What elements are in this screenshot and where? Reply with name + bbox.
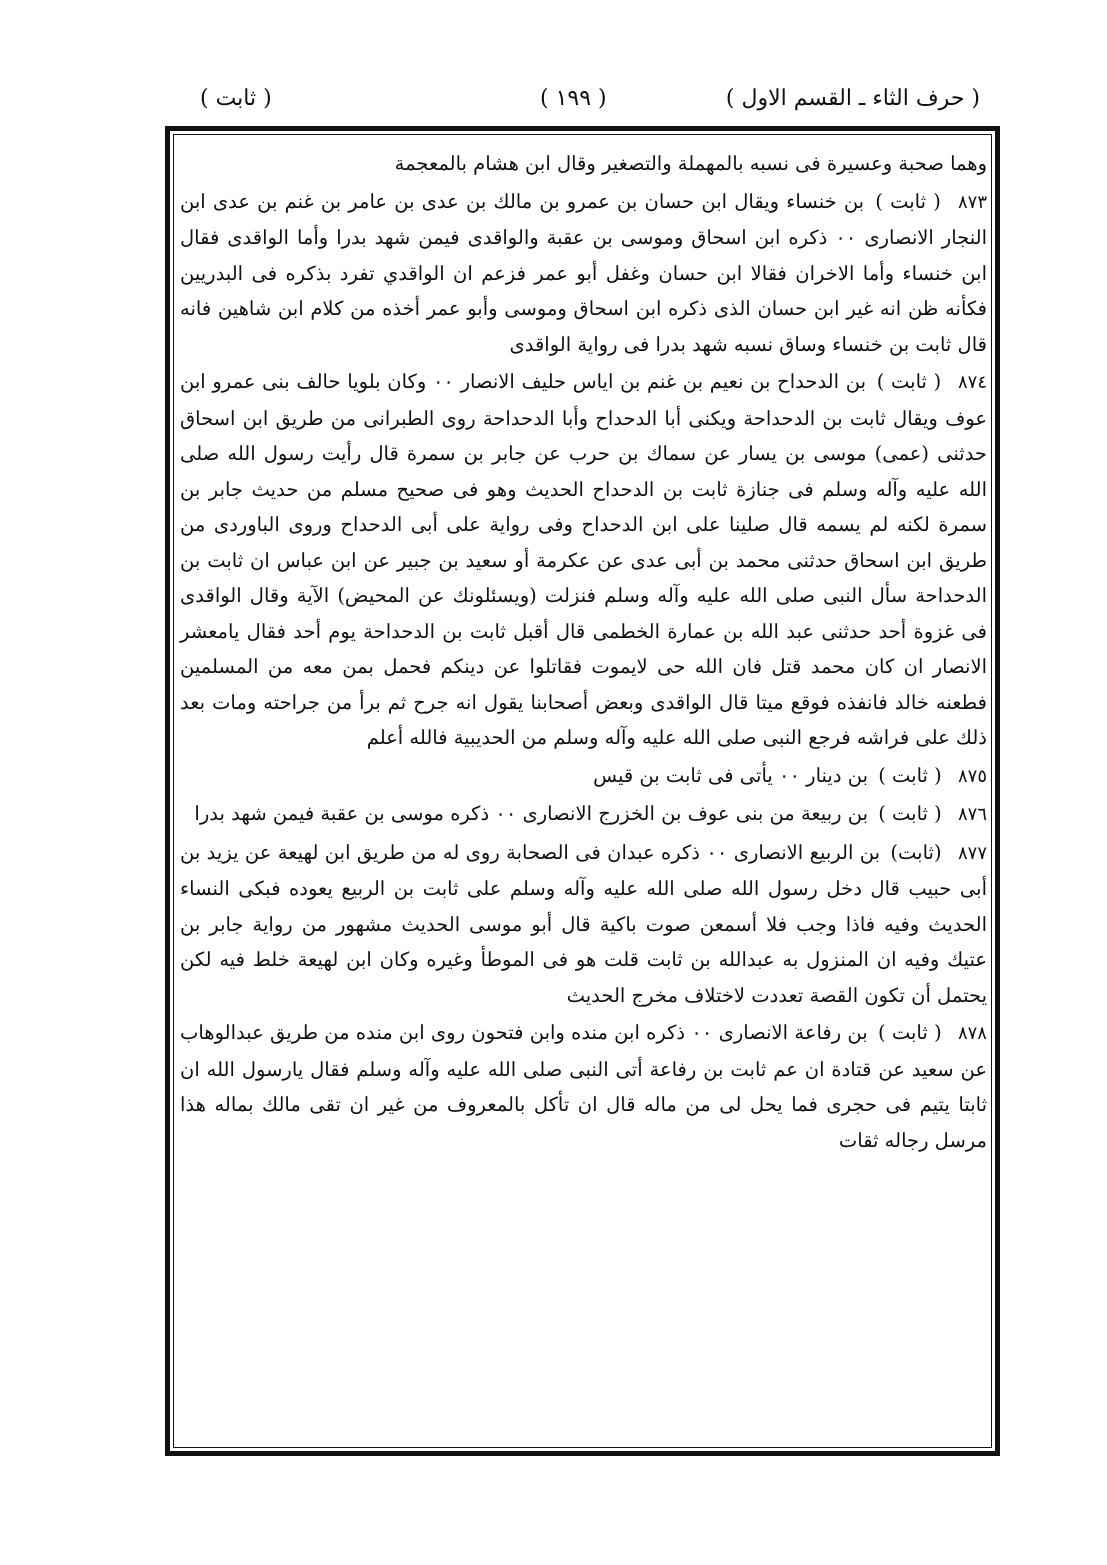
entry-name: (ثابت) (890, 840, 942, 864)
entry-877 (180, 835, 987, 1014)
entry-number: ٨٧٤ (957, 372, 987, 393)
header-section-title: ( حرف الثاء ـ القسم الاول ) (725, 86, 980, 111)
page-header (150, 86, 980, 126)
entry-number: ٨٧٣ (957, 191, 987, 213)
entry-text: بن ربيعة من بنى عوف بن الخزرج الانصارى ٠٠ ذكره موسى بن عقبة فيمن شهد بدرا (194, 802, 869, 825)
entry-text: بن الدحداح بن نعيم بن غنم بن اياس حليف الانصار ٠٠ وكان بلويا حالف بنى عمرو ابن عوف ويقال ثابت بن الدحداحة ويكنى أبا الدحداح وأبا الدحداحة روى الطبرانى من طريق ابن اسحاق حدثنى (عمى) موسى بن يسار عن سماك بن حرب عن جابر بن سمرة قال رأيت رسول الله صلى الله عليه وآله وسلم فى جنازة ثابت بن الدحداح الحديث وهو فى صحيح مسلم من حديث جابر بن سمرة لكنه لم يسمه قال صلينا على ابن الدحداح وفى رواية على أبى الدحداح وروى الباوردى من طريق ابن اسحاق حدثنى محمد بن أبى عدى عن عكرمة أو سعيد بن جبير عن ابن عباس ان ثابت بن الدحداحة سأل النبى صلى الله عليه وآله وسلم فنزلت (ويسئلونك عن المحيض) الآية وقال الواقدى فى غزوة أحد حدثنى عبد الله بن عمارة الخطمى قال أقبل ثابت بن الدحداحة يوم أحد فقال يامعشر الانصار ان كان محمد قتل فان الله حى لايموت فقاتلوا عن دينكم فحمل بمن معه من المسلمين فطعنه خالد فانفذه فوقع ميتا قال الواقدى وبعض أصحابنا يقول انه جرح ثم برأ من جراحته ومات بعد ذلك على فراشه فرجع النبى صلى الله عليه وآله وسلم من الحديبية فالله أعلم (180, 370, 988, 749)
entry-876 (180, 796, 987, 833)
entry-name: ( ثابت ) (876, 370, 942, 393)
entry-number: ٨٧٧ (957, 842, 987, 864)
intro-paragraph: وهما صحبة وعسيرة فى نسبه بالمهملة والتصغير وقال ابن هشام بالمعجمة (394, 152, 987, 175)
entry-name: ( ثابت ) (877, 1021, 942, 1044)
entry-number: ٨٧٨ (957, 1023, 987, 1044)
page-number: ( ١٩٩ ) (540, 86, 607, 111)
entry-name: ( ثابت ) (875, 189, 941, 213)
entry-875 (180, 758, 987, 795)
entry-number: ٨٧٦ (957, 804, 987, 825)
entry-878 (180, 1015, 987, 1158)
header-entry-name: ( ثابت ) (200, 86, 272, 111)
entry-number: ٨٧٥ (957, 765, 987, 787)
entry-name: ( ثابت ) (878, 763, 942, 787)
entry-text: بن دينار ٠٠ يأتى فى ثابت بن قيس (593, 763, 869, 787)
entry-873 (180, 184, 987, 363)
entry-text: بن رفاعة الانصارى ٠٠ ذكره ابن منده وابن فتحون روى ابن منده من طريق عبدالوهاب عن سعيد عن قتادة ان عم ثابت بن رفاعة أتى النبى صلى الله عليه وآله وسلم فقال يارسول الله ان ثابتا يتيم فى حجرى فما يحل لى من ماله قال ان تأكل بالمعروف من غير ان تقى مالك بماله هذا مرسل رجاله ثقات (180, 1021, 987, 1152)
entry-874 (180, 364, 987, 756)
entry-name: ( ثابت ) (878, 802, 942, 825)
entry-text: بن خنساء ويقال ابن حسان بن عمرو بن مالك بن عدى بن عامر بن غنم بن عدى ابن النجار الانصارى ٠٠ ذكره ابن اسحاق وموسى بن عقبة والواقدى فيمن شهد بدرا وأما الواقدى فقال ابن خنساء وأما الاخران فقالا ابن حسان وغفل أبو عمر فزعم ان الواقدي تفرد بذكره فى البدريين فكأنه ظن انه غير ابن حسان الذى ذكره ابن اسحاق وموسى وأبو عمر أخذه من كلام ابن شاهين فانه قال ثابت بن خنساء وساق نسبه شهد بدرا فى رواية الواقدى (180, 189, 987, 356)
page-body (180, 146, 987, 1442)
entry-text: بن الربيع الانصارى ٠٠ ذكره عبدان فى الصحابة روى له من طريق ابن لهيعة عن يزيد بن أبى حبيب قال دخل رسول الله صلى الله عليه وآله وسلم على ثابت بن الربيع يعوده فبكى النساء الحديث وفيه فاذا وجب فلا أسمعن صوت باكية قال أبو موسى الحديث مشهور من رواية جابر بن عتيك وفيه ان المنزول به عبدالله بن ثابت قلت هو فى الموطأ وغيره وكان ابن لهيعة خلط فيه لكن يحتمل أن تكون القصة تعددت لاختلاف مخرج الحديث (180, 840, 987, 1007)
